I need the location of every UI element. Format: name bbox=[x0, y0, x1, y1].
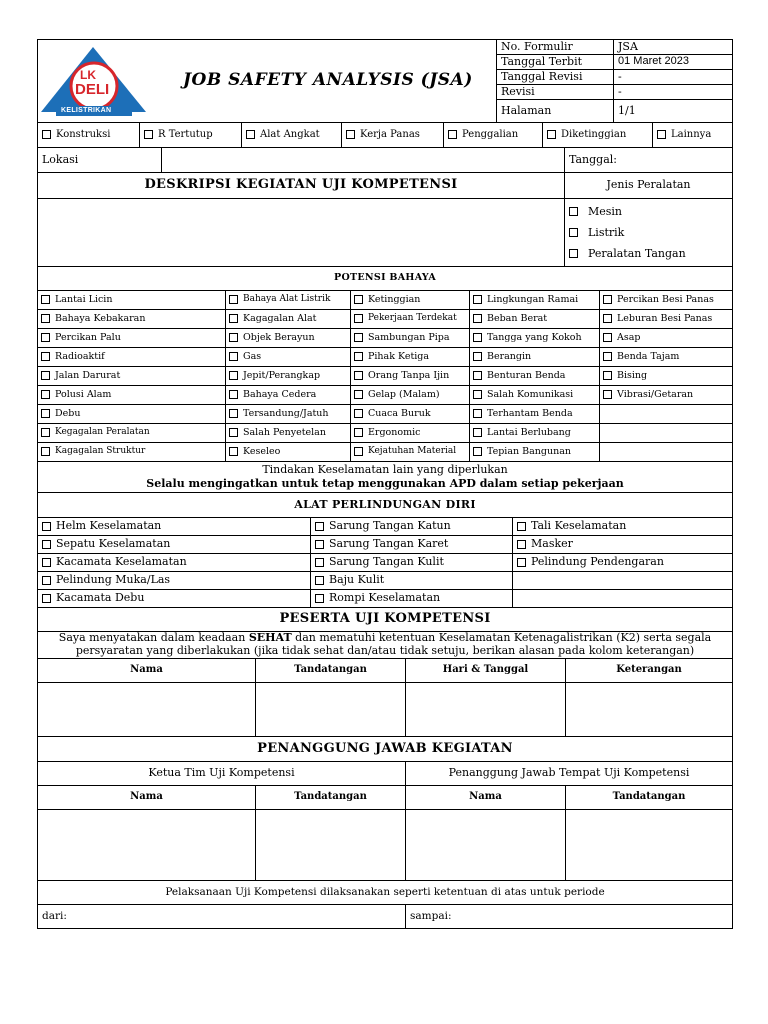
hazard-berangin[interactable] bbox=[470, 348, 600, 367]
ppe-row bbox=[38, 535, 733, 553]
hazard-label: Gas bbox=[243, 351, 262, 363]
checkbox[interactable] bbox=[41, 295, 50, 304]
participant-signature-input[interactable] bbox=[256, 683, 406, 737]
checkbox[interactable] bbox=[41, 428, 50, 437]
period-statement: Pelaksanaan Uji Kompetensi dilaksanakan seperti ketentuan di atas untuk periode bbox=[38, 881, 733, 905]
hazard-label: Kagagalan Alat bbox=[243, 313, 317, 325]
meta-label: Halaman bbox=[497, 100, 614, 123]
ppe-label: Rompi Keselamatan bbox=[329, 591, 441, 605]
hazard-label: Debu bbox=[55, 408, 81, 420]
hazard-label: Jepit/Perangkap bbox=[243, 370, 321, 382]
hazard-tersandung-jatuh[interactable] bbox=[226, 405, 351, 424]
checkbox[interactable] bbox=[448, 130, 457, 139]
checkbox[interactable] bbox=[229, 295, 238, 304]
col-nama: Nama bbox=[38, 659, 256, 683]
work-type-kerja-panas[interactable]: Kerja Panas bbox=[342, 123, 444, 147]
hazard-row bbox=[38, 386, 733, 405]
checkbox[interactable] bbox=[41, 390, 50, 399]
work-type-table bbox=[37, 123, 733, 148]
checkbox[interactable] bbox=[346, 130, 355, 139]
hazard-label: Beban Berat bbox=[487, 313, 548, 325]
equipment-title: Jenis Peralatan bbox=[565, 173, 733, 198]
hazard-kagagalan-alat[interactable] bbox=[226, 310, 351, 329]
ppe-row bbox=[38, 517, 733, 535]
hazard-row bbox=[38, 367, 733, 386]
hazard-row bbox=[38, 405, 733, 424]
hazard-label: Bahaya Alat Listrik bbox=[243, 294, 331, 305]
hazard-table bbox=[37, 267, 733, 494]
hazard-label: Salah Komunikasi bbox=[487, 389, 574, 401]
responsible-table bbox=[37, 737, 733, 881]
col-nama: Nama bbox=[406, 785, 566, 809]
work-type-diketinggian[interactable]: Diketinggian bbox=[543, 123, 653, 147]
hazard-bahaya-alat-listrik[interactable] bbox=[226, 291, 351, 310]
ppe-helm-keselamatan[interactable] bbox=[38, 517, 311, 535]
hazard-label: Lantai Berlubang bbox=[487, 427, 571, 439]
checkbox[interactable] bbox=[517, 558, 526, 567]
hazard-label: Benda Tajam bbox=[617, 351, 680, 363]
hazard-row bbox=[38, 291, 733, 310]
checkbox[interactable] bbox=[657, 130, 666, 139]
location-label: Lokasi bbox=[38, 148, 162, 173]
hazard-row bbox=[38, 329, 733, 348]
hazard-label: Kagagalan Struktur bbox=[55, 446, 146, 457]
checkbox[interactable] bbox=[354, 371, 363, 380]
checkbox[interactable] bbox=[315, 594, 324, 603]
ppe-row bbox=[38, 589, 733, 607]
checkbox[interactable] bbox=[569, 228, 578, 237]
checkbox[interactable] bbox=[517, 522, 526, 531]
hazard-label: Ergonomic bbox=[368, 427, 421, 439]
checkbox[interactable] bbox=[354, 428, 363, 437]
checkbox[interactable] bbox=[229, 371, 238, 380]
hazard-benturan-benda[interactable] bbox=[470, 367, 600, 386]
hazard-label: Sambungan Pipa bbox=[368, 332, 450, 344]
checkbox[interactable] bbox=[229, 390, 238, 399]
ppe-label: Tali Keselamatan bbox=[531, 519, 627, 533]
work-type-konstruksi[interactable]: Konstruksi bbox=[38, 123, 140, 147]
hazard-vibrasi-getaran[interactable] bbox=[600, 386, 733, 405]
checkbox[interactable] bbox=[42, 130, 51, 139]
hazard-row bbox=[38, 310, 733, 329]
checkbox[interactable] bbox=[569, 207, 578, 216]
team-leader-title: Ketua Tim Uji Kompetensi bbox=[38, 761, 406, 785]
participants-title: PESERTA UJI KOMPETENSI bbox=[38, 608, 733, 632]
checkbox[interactable] bbox=[41, 352, 50, 361]
work-type-lainnya[interactable]: Lainnya bbox=[653, 123, 733, 147]
checkbox[interactable] bbox=[229, 409, 238, 418]
hazard-row bbox=[38, 348, 733, 367]
hazard-asap[interactable] bbox=[600, 329, 733, 348]
participant-note-input[interactable] bbox=[566, 683, 733, 737]
hazard-label: Percikan Besi Panas bbox=[617, 294, 714, 306]
ppe-label: Baju Kulit bbox=[329, 573, 385, 587]
hazard-label: Radioaktif bbox=[55, 351, 105, 363]
ppe-row bbox=[38, 553, 733, 571]
empty-cell bbox=[513, 571, 733, 589]
meta-value: - bbox=[614, 85, 733, 100]
checkbox[interactable] bbox=[42, 558, 51, 567]
checkbox[interactable] bbox=[229, 352, 238, 361]
meta-value: 01 Maret 2023 bbox=[614, 55, 733, 70]
checkbox[interactable] bbox=[41, 314, 50, 323]
checkbox[interactable] bbox=[603, 333, 612, 342]
site-responsible-title: Penanggung Jawab Tempat Uji Kompetensi bbox=[406, 761, 733, 785]
col-nama: Nama bbox=[38, 785, 256, 809]
checkbox[interactable] bbox=[315, 540, 324, 549]
hazard-label: Lingkungan Ramai bbox=[487, 294, 579, 306]
meta-label: No. Formulir bbox=[497, 40, 614, 55]
checkbox[interactable] bbox=[603, 352, 612, 361]
hazard-label: Tersandung/Jatuh bbox=[243, 408, 329, 420]
checkbox[interactable] bbox=[41, 333, 50, 342]
header-table bbox=[37, 39, 733, 123]
checkbox[interactable] bbox=[354, 390, 363, 399]
date-label[interactable]: Tanggal: bbox=[565, 148, 733, 173]
checkbox[interactable] bbox=[354, 409, 363, 418]
ppe-label: Sarung Tangan Katun bbox=[329, 519, 451, 533]
meta-value: 1/1 bbox=[614, 100, 733, 123]
checkbox[interactable] bbox=[315, 558, 324, 567]
ppe-label: Kacamata Keselamatan bbox=[56, 555, 187, 569]
hazard-kagagalan-struktur[interactable] bbox=[38, 443, 226, 462]
checkbox[interactable] bbox=[473, 371, 482, 380]
hazard-pekerjaan-terdekat[interactable] bbox=[351, 310, 470, 329]
checkbox[interactable] bbox=[603, 295, 612, 304]
checkbox[interactable] bbox=[354, 352, 363, 361]
checkbox[interactable] bbox=[246, 130, 255, 139]
hazard-orang-tanpa-ijin[interactable] bbox=[351, 367, 470, 386]
ppe-tali-keselamatan[interactable] bbox=[513, 517, 733, 535]
checkbox[interactable] bbox=[473, 409, 482, 418]
hazard-jalan-darurat[interactable] bbox=[38, 367, 226, 386]
checkbox[interactable] bbox=[41, 447, 50, 456]
leader-signature-input[interactable] bbox=[256, 809, 406, 880]
period-from[interactable]: dari: bbox=[38, 905, 406, 929]
hazard-label: Orang Tanpa Ijin bbox=[368, 370, 450, 382]
hazard-label: Bahaya Kebakaran bbox=[55, 313, 146, 325]
participants-statement: Saya menyatakan dalam keadaan SEHAT dan mematuhi ketentuan Keselamatan Ketenagalistrikan (K2) serta segala persyaratan yang diberlakukan (jika tidak sehat dan/atau tidak setuju, berikan alasan pada kolom keterangan) bbox=[38, 632, 733, 659]
checkbox[interactable] bbox=[473, 314, 482, 323]
hazard-keseleo[interactable] bbox=[226, 443, 351, 462]
ppe-sarung-tangan-kulit[interactable] bbox=[311, 553, 513, 571]
hazard-salah-komunikasi[interactable] bbox=[470, 386, 600, 405]
col-keterangan: Keterangan bbox=[566, 659, 733, 683]
site-nama-input[interactable] bbox=[406, 809, 566, 880]
hazard-row bbox=[38, 424, 733, 443]
safety-note-line2: Selalu mengingatkan untuk tetap menggunakan APD dalam setiap pekerjaan bbox=[146, 477, 624, 490]
ppe-label: Helm Keselamatan bbox=[56, 519, 162, 533]
checkbox[interactable] bbox=[569, 249, 578, 258]
checkbox[interactable] bbox=[603, 314, 612, 323]
checkbox[interactable] bbox=[229, 333, 238, 342]
description-table bbox=[37, 173, 733, 267]
description-input[interactable] bbox=[38, 198, 565, 266]
form-title: JOB SAFETY ANALYSIS (JSA) bbox=[183, 70, 473, 90]
checkbox[interactable] bbox=[41, 409, 50, 418]
equipment-list bbox=[565, 198, 733, 266]
hazard-debu[interactable] bbox=[38, 405, 226, 424]
hazard-label: Ketinggian bbox=[368, 294, 421, 306]
checkbox[interactable] bbox=[41, 371, 50, 380]
hazard-kejatuhan-material[interactable] bbox=[351, 443, 470, 462]
ppe-title: ALAT PERLINDUNGAN DIRI bbox=[38, 493, 733, 517]
checkbox[interactable] bbox=[517, 540, 526, 549]
hazard-label: Polusi Alam bbox=[55, 389, 112, 401]
hazard-label: Salah Penyetelan bbox=[243, 427, 326, 439]
hazard-ergonomic[interactable] bbox=[351, 424, 470, 443]
hazard-radioaktif[interactable] bbox=[38, 348, 226, 367]
meta-value: - bbox=[614, 70, 733, 85]
hazard-percikan-besi-panas[interactable] bbox=[600, 291, 733, 310]
hazard-label: Terhantam Benda bbox=[487, 408, 573, 420]
checkbox[interactable] bbox=[229, 314, 238, 323]
hazard-bahaya-kebakaran[interactable] bbox=[38, 310, 226, 329]
ppe-label: Pelindung Muka/Las bbox=[56, 573, 171, 587]
checkbox[interactable] bbox=[354, 333, 363, 342]
meta-label: Tanggal Revisi bbox=[497, 70, 614, 85]
hazard-label: Percikan Palu bbox=[55, 332, 121, 344]
hazard-label: Leburan Besi Panas bbox=[617, 313, 713, 325]
logo-main-text: DELI bbox=[75, 81, 110, 98]
equipment-listrik[interactable]: Listrik bbox=[569, 222, 728, 243]
checkbox[interactable] bbox=[473, 428, 482, 437]
hazard-lingkungan-ramai[interactable] bbox=[470, 291, 600, 310]
ppe-row bbox=[38, 571, 733, 589]
checkbox[interactable] bbox=[354, 447, 363, 456]
hazard-bahaya-cedera[interactable] bbox=[226, 386, 351, 405]
hazard-salah-penyetelan[interactable] bbox=[226, 424, 351, 443]
col-tandatangan: Tandatangan bbox=[256, 785, 406, 809]
checkbox[interactable] bbox=[473, 390, 482, 399]
hazard-lantai-licin[interactable] bbox=[38, 291, 226, 310]
hazard-cuaca-buruk[interactable] bbox=[351, 405, 470, 424]
ppe-grid bbox=[38, 517, 733, 607]
work-type-r-tertutup[interactable]: R Tertutup bbox=[140, 123, 242, 147]
hazard-label: Cuaca Buruk bbox=[368, 408, 431, 420]
ppe-label: Sarung Tangan Karet bbox=[329, 537, 449, 551]
meta-value: JSA bbox=[614, 40, 733, 55]
ppe-masker[interactable] bbox=[513, 535, 733, 553]
hazard-label: Kegagalan Peralatan bbox=[55, 427, 150, 438]
checkbox[interactable] bbox=[473, 447, 482, 456]
checkbox[interactable] bbox=[229, 428, 238, 437]
checkbox[interactable] bbox=[42, 594, 51, 603]
hazard-label: Pihak Ketiga bbox=[368, 351, 430, 363]
equipment-mesin[interactable]: Mesin bbox=[569, 201, 728, 222]
hazard-label: Berangin bbox=[487, 351, 532, 363]
equipment-peralatan-tangan[interactable]: Peralatan Tangan bbox=[569, 243, 728, 264]
ppe-pelindung-muka-las[interactable] bbox=[38, 571, 311, 589]
participants-table bbox=[37, 608, 733, 738]
meta-label: Revisi bbox=[497, 85, 614, 100]
hazard-label: Keseleo bbox=[243, 446, 281, 458]
empty-cell bbox=[600, 405, 733, 424]
hazard-terhantam-benda[interactable] bbox=[470, 405, 600, 424]
ppe-label: Masker bbox=[531, 537, 573, 551]
checkbox[interactable] bbox=[229, 447, 238, 456]
col-tandatangan: Tandatangan bbox=[566, 785, 733, 809]
hazard-tepian-bangunan[interactable] bbox=[470, 443, 600, 462]
hazard-gas[interactable] bbox=[226, 348, 351, 367]
ppe-kacamata-keselamatan[interactable] bbox=[38, 553, 311, 571]
header-title-cell bbox=[38, 40, 497, 123]
location-input[interactable] bbox=[162, 148, 565, 173]
hazard-lantai-berlubang[interactable] bbox=[470, 424, 600, 443]
site-signature-input[interactable] bbox=[566, 809, 733, 880]
hazard-beban-berat[interactable] bbox=[470, 310, 600, 329]
hazard-sambungan-pipa[interactable] bbox=[351, 329, 470, 348]
hazard-label: Bahaya Cedera bbox=[243, 389, 317, 401]
ppe-pelindung-pendengaran[interactable] bbox=[513, 553, 733, 571]
hazard-pihak-ketiga[interactable] bbox=[351, 348, 470, 367]
hazard-label: Lantai Licin bbox=[55, 294, 113, 306]
empty-cell bbox=[600, 424, 733, 443]
location-table bbox=[37, 148, 733, 174]
hazard-label: Bising bbox=[617, 370, 648, 382]
participant-date-input[interactable] bbox=[406, 683, 566, 737]
hazard-row bbox=[38, 443, 733, 462]
participant-nama-input[interactable] bbox=[38, 683, 256, 737]
hazard-title: POTENSI BAHAYA bbox=[38, 267, 733, 291]
ppe-label: Kacamata Debu bbox=[56, 591, 145, 605]
hazard-objek-berayun[interactable] bbox=[226, 329, 351, 348]
hazard-ketinggian[interactable] bbox=[351, 291, 470, 310]
hazard-label: Asap bbox=[617, 332, 641, 344]
checkbox[interactable] bbox=[473, 295, 482, 304]
checkbox[interactable] bbox=[473, 333, 482, 342]
hazard-polusi-alam[interactable] bbox=[38, 386, 226, 405]
meta-label: Tanggal Terbit bbox=[497, 55, 614, 70]
hazard-label: Objek Berayun bbox=[243, 332, 315, 344]
ppe-label: Sepatu Keselamatan bbox=[56, 537, 171, 551]
checkbox[interactable] bbox=[42, 522, 51, 531]
logo-sub-text: KELISTRIKAN bbox=[61, 107, 112, 114]
logo-top-text: LK bbox=[80, 68, 96, 82]
ppe-label: Pelindung Pendengaran bbox=[531, 555, 664, 569]
safety-note bbox=[38, 462, 733, 493]
ppe-sarung-tangan-karet[interactable] bbox=[311, 535, 513, 553]
checkbox[interactable] bbox=[315, 522, 324, 531]
checkbox[interactable] bbox=[603, 390, 612, 399]
jsa-form bbox=[37, 39, 732, 929]
hazard-percikan-palu[interactable] bbox=[38, 329, 226, 348]
safety-note-line1: Tindakan Keselamatan lain yang diperlukan bbox=[262, 463, 508, 477]
ppe-kacamata-debu[interactable] bbox=[38, 589, 311, 607]
period-to[interactable]: sampai: bbox=[406, 905, 733, 929]
hazard-label: Tangga yang Kokoh bbox=[487, 332, 582, 344]
empty-cell bbox=[513, 589, 733, 607]
col-hari-tanggal: Hari & Tanggal bbox=[406, 659, 566, 683]
hazard-label: Pekerjaan Terdekat bbox=[368, 313, 457, 324]
hazard-tangga-yang-kokoh[interactable] bbox=[470, 329, 600, 348]
hazard-label: Gelap (Malam) bbox=[368, 389, 440, 401]
work-type-alat-angkat[interactable]: Alat Angkat bbox=[242, 123, 342, 147]
period-table bbox=[37, 881, 733, 930]
leader-nama-input[interactable] bbox=[38, 809, 256, 880]
hazard-benda-tajam[interactable] bbox=[600, 348, 733, 367]
hazard-label: Benturan Benda bbox=[487, 370, 566, 382]
checkbox[interactable] bbox=[547, 130, 556, 139]
ppe-sarung-tangan-katun[interactable] bbox=[311, 517, 513, 535]
empty-cell bbox=[600, 443, 733, 462]
hazard-gelap-malam[interactable] bbox=[351, 386, 470, 405]
ppe-table bbox=[37, 493, 733, 608]
hazard-label: Kejatuhan Material bbox=[368, 446, 457, 457]
hazard-label: Vibrasi/Getaran bbox=[617, 389, 694, 401]
hazard-jepit-perangkap[interactable] bbox=[226, 367, 351, 386]
checkbox[interactable] bbox=[315, 576, 324, 585]
hazard-kegagalan-peralatan[interactable] bbox=[38, 424, 226, 443]
checkbox[interactable] bbox=[42, 540, 51, 549]
description-title: DESKRIPSI KEGIATAN UJI KOMPETENSI bbox=[38, 173, 565, 198]
work-type-penggalian[interactable]: Penggalian bbox=[444, 123, 543, 147]
checkbox[interactable] bbox=[42, 576, 51, 585]
hazard-bising[interactable] bbox=[600, 367, 733, 386]
checkbox[interactable] bbox=[603, 371, 612, 380]
checkbox[interactable] bbox=[473, 352, 482, 361]
hazard-grid bbox=[38, 291, 733, 462]
ppe-baju-kulit[interactable] bbox=[311, 571, 513, 589]
ppe-sepatu-keselamatan[interactable] bbox=[38, 535, 311, 553]
checkbox[interactable] bbox=[354, 295, 363, 304]
hazard-label: Jalan Darurat bbox=[55, 370, 121, 382]
col-tandatangan: Tandatangan bbox=[256, 659, 406, 683]
checkbox[interactable] bbox=[354, 314, 363, 323]
hazard-label: Tepian Bangunan bbox=[487, 446, 572, 458]
responsible-title: PENANGGUNG JAWAB KEGIATAN bbox=[38, 737, 733, 761]
ppe-rompi-keselamatan[interactable] bbox=[311, 589, 513, 607]
ppe-label: Sarung Tangan Kulit bbox=[329, 555, 444, 569]
checkbox[interactable] bbox=[144, 130, 153, 139]
hazard-leburan-besi-panas[interactable] bbox=[600, 310, 733, 329]
